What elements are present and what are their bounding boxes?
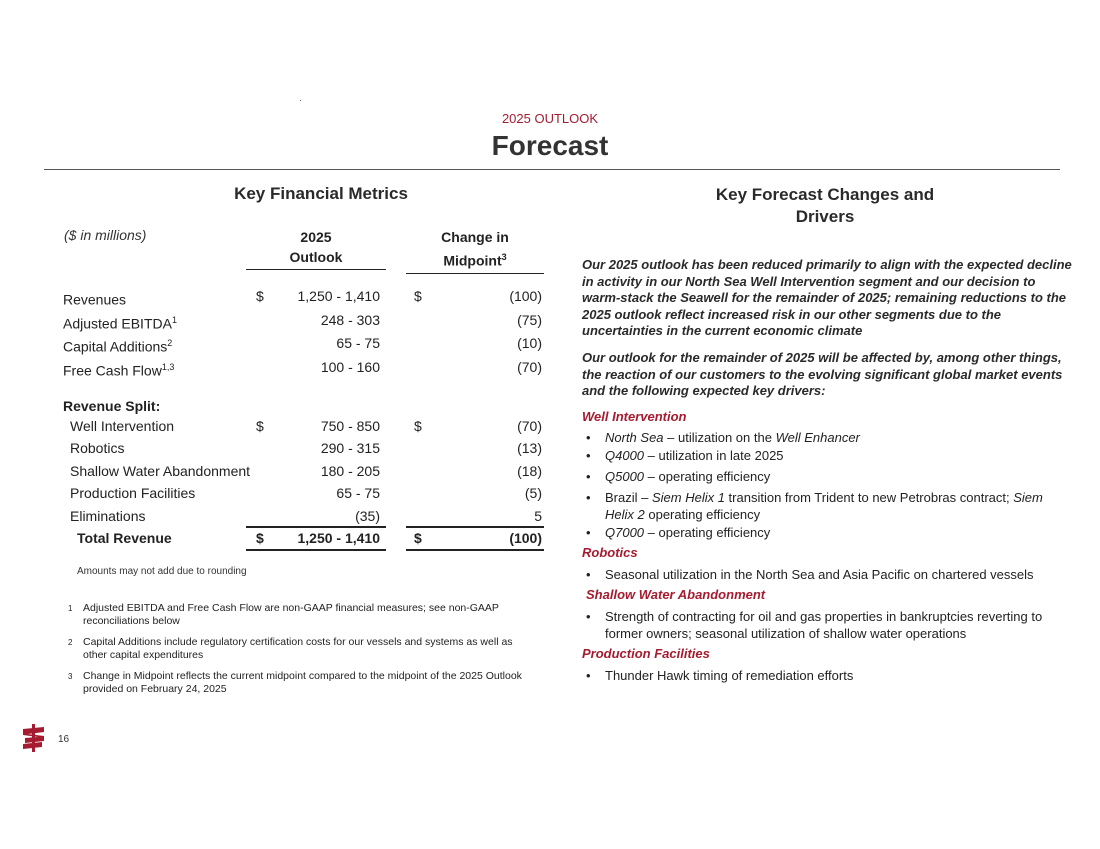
row-label-text: Adjusted EBITDA [63,315,172,332]
change-value: (10) [517,335,542,351]
change-value: (13) [517,440,542,456]
total-double-rule [406,549,544,551]
dollar-sign: $ [256,288,264,304]
category-well-intervention: Well Intervention [582,409,687,424]
outlook-value: 750 - 850 [320,418,380,434]
category-shallow-water-abandonment: Shallow Water Abandonment [586,587,766,602]
vessel-name: Siem Helix 1 [651,490,725,505]
dollar-sign: $ [256,530,264,546]
row-label [63,285,126,311]
table-row [63,356,545,378]
outlook-value: 180 - 205 [320,463,380,479]
key-forecast-changes-heading [700,184,950,228]
change-value: (5) [524,485,542,501]
total-outlook-value: 1,250 - 1,410 [297,530,380,546]
bullet-text-part: – utilization on the [663,430,776,445]
table-row [63,415,545,437]
bullet-text-part: – operating efficiency [644,525,771,540]
change-value: (70) [517,418,542,434]
change-value: 5 [534,508,542,524]
bullet-text-part: operating efficiency [644,507,761,522]
vessel-name: Q4000 [605,448,645,463]
bullet-text [605,429,1075,446]
total-double-rule [246,549,386,551]
bullet-text: Thunder Hawk timing of remediation efforts [605,668,854,683]
table-row [63,437,545,459]
total-label: Total Revenue [77,530,172,546]
outlook-value: 290 - 315 [320,440,380,456]
row-label [63,309,177,335]
dollar-sign: $ [414,288,422,304]
row-label: Robotics [70,440,125,456]
bullet-text-part: – utilization in late 2025 [644,448,784,463]
bullet-icon: • [586,525,591,540]
table-row [63,285,545,307]
outlook-drivers-paragraph: Our outlook for the remainder of 2025 will be affected by, among other things, the reaction of our customers to the evolving significant global market events and the following expected key drivers: [582,350,1063,398]
vessel-name: Q7000 [605,525,645,540]
table-row [63,309,545,331]
dollar-sign: $ [414,530,422,546]
bullet-text [605,489,1075,523]
heading-line1: Key Forecast Changes and [715,185,935,204]
bullet-text-part: – operating efficiency [644,469,771,484]
dollar-sign: $ [414,418,422,434]
column-header-change-text: Midpoint [443,252,502,269]
bullet-text [605,524,1075,541]
bullet-icon: • [586,430,591,445]
bullet-icon: • [586,448,591,463]
footnote-number: 3 [68,672,73,681]
change-value: (18) [517,463,542,479]
company-logo-icon [20,723,48,753]
section-kicker: 2025 OUTLOOK [501,111,599,126]
row-label: Eliminations [70,508,146,524]
bullet-text [605,447,1075,464]
column-header-outlook-line2: Outlook [289,249,343,265]
bullet-icon: • [586,490,591,505]
column-header-change-line2 [406,247,544,271]
bullet-icon: • [586,668,591,683]
outlook-summary-paragraph: Our 2025 outlook has been reduced primarily to align with the expected decline in activity in our North Sea Well Intervention segment and our decision to warm-stack the Seawell for the remainder of 2025; remaining reductions to the 2025 outlook reflect increased risk in our other segments due to the uncertainties in the current economic climate [582,257,1072,338]
row-label-sup: 1,3 [161,362,175,372]
change-value: (70) [517,359,542,375]
table-row [63,505,545,527]
bullet-text-part: Brazil – [605,490,652,505]
bullet-text: Seasonal utilization in the North Sea and Asia Pacific on chartered vessels [605,567,1034,582]
bullet-text: Strength of contracting for oil and gas properties in bankruptcies reverting to former owners; seasonal utilization of shallow water operations [605,609,1043,641]
total-row [63,527,545,549]
bullet-icon: • [586,567,591,582]
rounding-note: Amounts may not add due to rounding [77,566,247,577]
vessel-name: Siem Helix 2 [605,490,1043,522]
footnote-number: 1 [68,604,73,613]
row-label [63,356,174,382]
column-header-change-sup: 3 [501,252,507,262]
column-header-change [406,227,544,274]
row-label-sup: 1 [171,315,177,325]
table-row [63,332,545,354]
key-financial-metrics-heading: Key Financial Metrics [234,184,408,203]
units-label: ($ in millions) [64,227,147,243]
page-number: 16 [58,734,70,745]
row-label [63,332,172,358]
footnote-text: Change in Midpoint reflects the current midpoint compared to the midpoint of the 2025 Outlook provided on February 24, 2025 [83,670,522,695]
outlook-value: 1,250 - 1,410 [297,288,380,304]
vessel-name: Q5000 [605,469,645,484]
change-value: (75) [517,312,542,328]
column-header-change-line1: Change in [441,229,509,245]
outlook-value: 65 - 75 [336,335,380,351]
row-label: Well Intervention [70,418,175,434]
column-header-outlook [246,227,386,270]
bullet-text-part: transition from Trident to new Petrobras contract; [724,490,1014,505]
table-row [63,460,545,482]
footnote-text: Capital Additions include regulatory certification costs for our vessels and systems as well as other capital expenditures [83,636,513,661]
bullet-icon: • [586,469,591,484]
page-title: Forecast [491,130,609,161]
row-label-text: Revenues [63,291,127,308]
outlook-value: (35) [355,508,380,524]
outlook-value: 100 - 160 [320,359,380,375]
category-robotics: Robotics [582,545,638,560]
outlook-value: 65 - 75 [336,485,380,501]
category-production-facilities: Production Facilities [582,646,710,661]
heading-line2: Drivers [795,207,855,226]
row-label: Shallow Water Abandonment [70,463,251,479]
total-change-value: (100) [509,530,542,546]
row-label-text: Capital Additions [63,338,168,355]
row-label: Production Facilities [70,485,196,501]
stray-mark [300,100,301,101]
row-label-sup: 2 [167,338,173,348]
vessel-name: Well Enhancer [775,430,860,445]
bullet-text [605,468,1075,485]
outlook-value: 248 - 303 [320,312,380,328]
title-divider [44,169,1060,170]
revenue-split-heading: Revenue Split: [63,398,161,414]
bullet-icon: • [586,609,591,624]
footnote-number: 2 [68,638,73,647]
vessel-name: North Sea [605,430,664,445]
dollar-sign: $ [256,418,264,434]
footnote-text: Adjusted EBITDA and Free Cash Flow are non-GAAP financial measures; see non-GAAP reconciliations below [83,602,499,627]
column-header-outlook-line1: 2025 [300,229,332,245]
table-row [63,482,545,504]
change-value: (100) [509,288,542,304]
row-label-text: Free Cash Flow [63,362,162,379]
